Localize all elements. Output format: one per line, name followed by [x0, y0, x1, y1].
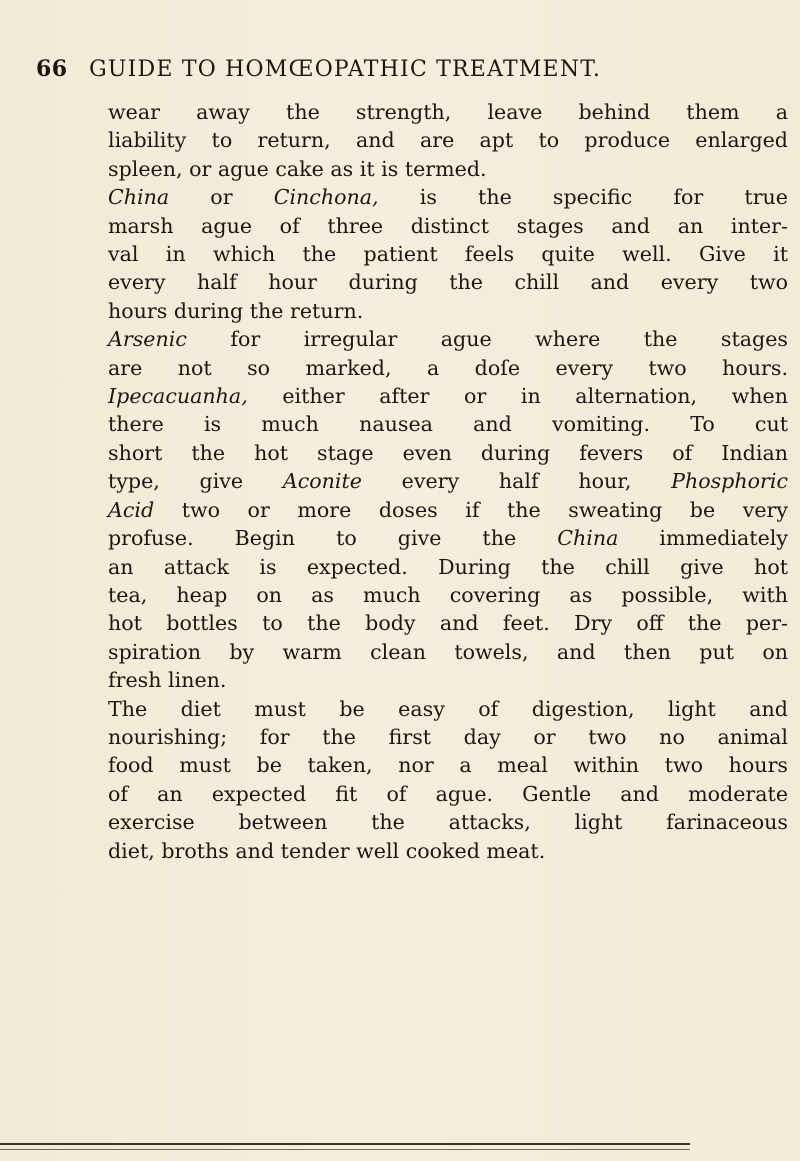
remedy-name: Phosphoric [671, 469, 788, 494]
text-run: for irregular ague where the stages [186, 327, 788, 352]
text-line [108, 666, 788, 694]
text-run: immediately [618, 526, 788, 551]
text-run: or [169, 185, 274, 210]
text-line [108, 98, 788, 126]
text-run: food must be taken, nor a meal within two hours [108, 753, 788, 778]
text-line [108, 524, 788, 552]
paragraph [108, 98, 788, 183]
remedy-name: China [108, 185, 170, 210]
remedy-name: Aconite [282, 469, 362, 494]
text-line [108, 780, 788, 808]
text-run: val in which the patient feels quite well. Give it [108, 242, 788, 267]
text-run: hours during the return. [108, 298, 364, 323]
text-line [108, 183, 788, 211]
text-run: every half hour during the chill and every two [108, 270, 788, 295]
text-run: two or more doses if the sweating be very [154, 497, 788, 522]
text-line [108, 496, 788, 524]
text-line [108, 638, 788, 666]
text-run: either after or in alternation, when [247, 384, 788, 409]
text-run: wear away the strength, leave behind them a [108, 100, 788, 124]
text-line [108, 751, 788, 779]
text-line [108, 268, 788, 296]
text-run: every half hour, [361, 469, 672, 494]
paragraph [108, 325, 788, 694]
text-line [108, 808, 788, 836]
bottom-rule [0, 1143, 690, 1145]
text-run: marsh ague of three distinct stages and an inter- [108, 213, 788, 238]
text-run: an attack is expected. During the chill give hot [108, 554, 788, 579]
text-run: hot bottles to the body and feet. Dry off the per- [108, 611, 788, 636]
paragraph [108, 695, 788, 865]
text-line [108, 382, 788, 410]
text-run: are not so marked, a doſe every two hours. [108, 355, 788, 380]
text-line [108, 410, 788, 438]
text-line [108, 155, 788, 183]
running-title: GUIDE TO HOMŒOPATHIC TREATMENT. [89, 57, 602, 82]
text-line [108, 609, 788, 637]
remedy-name: Arsenic [108, 327, 187, 352]
text-line [108, 354, 788, 382]
remedy-name: China [557, 526, 619, 551]
remedy-name: Cinchona, [273, 185, 379, 210]
text-run: type, give [108, 469, 283, 494]
text-line [108, 553, 788, 581]
text-line [108, 695, 788, 723]
text-line [108, 837, 788, 865]
text-run: profuse. Begin to give the [108, 526, 558, 551]
text-run: of an expected fit of ague. Gentle and moderate [108, 781, 788, 806]
text-run: diet, broths and tender well cooked meat. [108, 838, 546, 863]
text-line [108, 467, 788, 495]
paragraph [108, 183, 788, 325]
text-line [108, 126, 788, 154]
text-run: nourishing; for the first day or two no animal [108, 724, 788, 749]
remedy-name: Acid [108, 497, 155, 522]
text-run: tea, heap on as much covering as possible, with [108, 582, 788, 607]
running-header [36, 56, 776, 82]
page-number: 66 [36, 56, 68, 82]
text-line [108, 723, 788, 751]
text-run: fresh linen. [108, 668, 227, 693]
text-run: short the hot stage even during fevers of Indian [108, 440, 788, 465]
text-run: spleen, or ague cake as it is termed. [108, 156, 487, 181]
remedy-name: Ipecacuanha, [108, 384, 248, 409]
body-text [108, 98, 788, 865]
text-line [108, 581, 788, 609]
text-run: is the specific for true [378, 185, 788, 210]
text-run: spiration by warm clean towels, and then put on [108, 639, 788, 664]
text-line [108, 439, 788, 467]
text-line [108, 297, 788, 325]
text-line [108, 212, 788, 240]
text-run: there is much nausea and vomiting. To cut [108, 412, 788, 437]
text-line [108, 240, 788, 268]
text-line [108, 325, 788, 353]
text-run: exercise between the attacks, light farinaceous [108, 810, 788, 835]
text-run: liability to return, and are apt to produce enlarged [108, 128, 788, 153]
bottom-rule-thin [0, 1149, 690, 1150]
text-run: The diet must be easy of digestion, light and [108, 696, 788, 721]
